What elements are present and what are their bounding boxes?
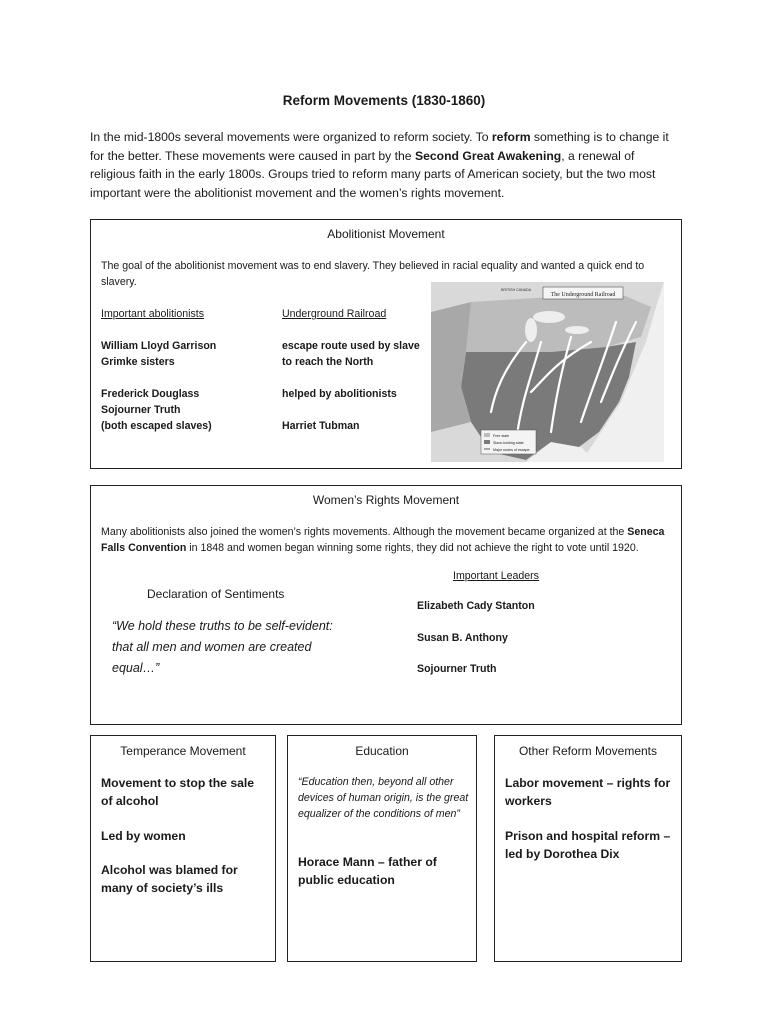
declaration-heading: Declaration of Sentiments	[147, 587, 285, 601]
seneca-falls-bold: Seneca Falls Convention	[101, 526, 665, 554]
temperance-fact: Led by women	[101, 829, 186, 843]
lake-shape	[533, 311, 565, 323]
map-country-label: BRITISH CANADA	[501, 288, 532, 292]
education-box	[287, 735, 477, 962]
horace-mann-fact: Horace Mann – father of public education	[298, 855, 437, 887]
abolitionist-name: Sojourner Truth	[101, 404, 181, 416]
education-title: Education	[355, 744, 409, 758]
womens-text-1: Many abolitionists also joined the women’s rights movements. Although the movement became organized at the	[101, 526, 628, 538]
womens-text-2: in 1848 and women began winning some rights, they did not achieve the right to vote until 1920.	[186, 541, 639, 554]
womens-rights-paragraph	[101, 525, 671, 556]
temperance-fact: Movement to stop the sale of alcohol	[101, 776, 255, 808]
legend-route-label: Major routes of escape	[493, 448, 530, 452]
lake-shape	[565, 326, 589, 334]
temperance-box	[90, 735, 276, 962]
legend-slave-swatch	[484, 440, 490, 444]
railroad-fact: to reach the North	[282, 356, 374, 368]
other-reform-fact: Labor movement – rights for workers	[505, 776, 671, 808]
abolitionist-name: Grimke sisters	[101, 356, 175, 368]
abolitionist-name: Frederick Douglass	[101, 388, 200, 400]
abolitionist-title: Abolitionist Movement	[327, 227, 445, 241]
legend-free-swatch	[484, 433, 490, 437]
intro-text-3: , a renewal of religious faith in the early 1800s. Groups tried to reform many parts of American society, but the two most important were the abolitionist movement and the women’s rights movement.	[90, 148, 656, 200]
temperance-fact: Alcohol was blamed for many of society’s ills	[101, 863, 238, 895]
railroad-column	[282, 306, 420, 434]
underground-railroad-map	[431, 282, 664, 462]
railroad-fact: helped by abolitionists	[282, 388, 397, 400]
lake-shape	[525, 318, 537, 342]
other-reform-fact: Prison and hospital reform – led by Dorothea Dix	[505, 829, 671, 861]
intro-paragraph	[90, 128, 682, 202]
abolitionist-note: (both escaped slaves)	[101, 420, 212, 432]
other-reform-box	[494, 735, 682, 962]
legend-free-label: Free state	[493, 434, 510, 438]
intro-text-1: In the mid-1800s several movements were organized to reform society. To	[90, 130, 492, 144]
intro-bold-reform: reform	[491, 130, 531, 144]
womens-rights-title: Women’s Rights Movement	[312, 493, 460, 507]
abolitionist-box	[90, 219, 682, 469]
legend-slave-label: Slave-holding state	[493, 441, 524, 445]
leader-name: Elizabeth Cady Stanton	[417, 600, 535, 612]
abolitionist-goal: The goal of the abolitionist movement was to end slavery. They believed in racial equality and wanted a quick end to slavery.	[101, 260, 645, 288]
abolitionists-column	[101, 306, 216, 434]
railroad-fact: Harriet Tubman	[282, 420, 360, 432]
intro-bold-awakening: Second Great Awakening	[414, 148, 562, 163]
leader-name: Susan B. Anthony	[417, 632, 508, 644]
abolitionist-name: William Lloyd Garrison	[101, 340, 217, 352]
intro-text-2: something is to change it for the better. These movements were caused in part by the	[90, 130, 669, 163]
leaders-header: Important Leaders	[453, 570, 539, 582]
abolitionists-header: Important abolitionists	[101, 308, 205, 320]
other-reform-title: Other Reform Movements	[518, 744, 658, 758]
railroad-header: Underground Railroad	[282, 308, 387, 320]
leader-name: Sojourner Truth	[417, 663, 497, 675]
declaration-quote: “We hold these truths to be self-evident: that all men and women are created equal…”	[112, 619, 333, 675]
railroad-fact: escape route used by slave	[282, 340, 420, 352]
education-quote: “Education then, beyond all other devices of human origin, is the great equalizer of the conditions of men”	[298, 776, 469, 820]
page-title: Reform Movements (1830-1860)	[282, 93, 486, 108]
womens-rights-box	[90, 485, 682, 725]
map-title: The Underground Railroad	[550, 292, 616, 298]
temperance-title: Temperance Movement	[120, 744, 246, 758]
